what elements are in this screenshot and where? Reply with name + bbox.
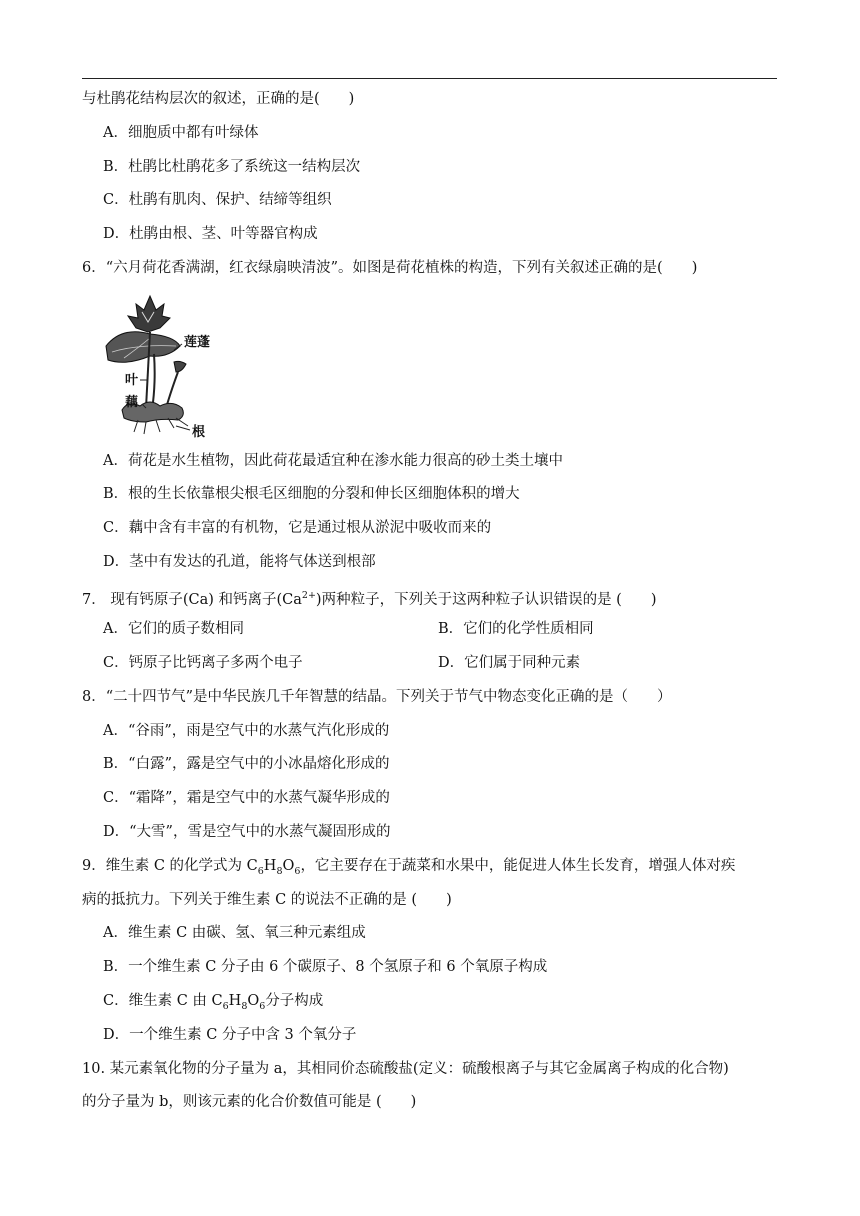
- lotus-plant-figure: [98, 288, 220, 440]
- header-rule: [82, 78, 777, 79]
- q8-option-a: A．“谷雨”，雨是空气中的水蒸气汽化形成的: [103, 723, 390, 739]
- q7-option-b: B．它们的化学性质相同: [438, 621, 594, 637]
- q8-stem: 8．“二十四节气”是中华民族几千年智慧的结晶。下列关于节气中物态变化正确的是（ ）: [82, 689, 672, 705]
- q8-option-b: B．“白露”，露是空气中的小冰晶熔化形成的: [103, 756, 390, 772]
- q10-stem-line2: 的分子量为 b，则该元素的化合价数值可能是 ( ): [82, 1094, 417, 1110]
- q9-optc-sub-c: 6: [222, 1000, 229, 1012]
- label-ou: 藕: [125, 395, 139, 410]
- q9-stem-rest: ，它主要存在于蔬菜和水果中，能促进人体生长发育，增强人体对疾: [300, 858, 736, 874]
- q9-stem-text: 9．维生素 C 的化学式为 C: [82, 858, 258, 874]
- q9-o: O: [282, 858, 295, 874]
- q9-optc-text: C．维生素 C 由 C: [103, 993, 223, 1009]
- q6-option-d: D．茎中有发达的孔道，能将气体送到根部: [103, 554, 376, 570]
- q9-optc-o: O: [247, 993, 260, 1009]
- q9-option-a: A．维生素 C 由碳、氢、氧三种元素组成: [103, 925, 366, 941]
- label-lianpeng: 莲蓬: [184, 335, 211, 350]
- q6-stem: 6．“六月荷花香满湖，红衣绿扇映清波”。如图是荷花植株的构造，下列有关叙述正确的是( ): [82, 260, 698, 276]
- q7-option-a: A．它们的质子数相同: [103, 621, 244, 637]
- q7-stem-part1: 7． 现有钙原子(Ca) 和钙离子(Ca: [82, 591, 302, 608]
- q9-option-d: D．一个维生素 C 分子中含 3 个氧分子: [103, 1027, 357, 1043]
- q7-charge: 2+: [301, 590, 316, 601]
- q7-stem-part2: )两种粒子，下列关于这两种粒子认识错误的是 ( ): [315, 591, 657, 608]
- q6-option-b: B．根的生长依靠根尖根毛区细胞的分裂和伸长区细胞体积的增大: [103, 486, 520, 502]
- q10-stem-line1: 10. 某元素氧化物的分子量为 a，其相同价态硫酸盐(定义：硫酸根离子与其它金属离子构成的化合物): [82, 1061, 729, 1077]
- q9-optc-h: H: [228, 993, 242, 1009]
- q5-option-c: C．杜鹃有肌肉、保护、结缔等组织: [103, 192, 332, 208]
- q9-option-c: [103, 991, 323, 1017]
- q5-option-a: A．细胞质中都有叶绿体: [103, 125, 259, 141]
- label-ye: 叶: [125, 373, 139, 388]
- q9-h: H: [263, 858, 277, 874]
- lotus-plant-illustration: [98, 288, 220, 440]
- q9-optc-sub-h: 8: [241, 1000, 248, 1012]
- q5-option-d: D．杜鹃由根、茎、叶等器官构成: [103, 226, 318, 242]
- q6-option-c: C．藕中含有丰富的有机物，它是通过根从淤泥中吸收而来的: [103, 520, 492, 536]
- q9-sub-h: 8: [276, 865, 283, 877]
- q9-stem-line1: [82, 856, 735, 882]
- q9-optc-rest: 分子构成: [265, 993, 324, 1009]
- q8-option-d: D．“大雪”，雪是空气中的水蒸气凝固形成的: [103, 824, 391, 840]
- q7-option-d: D．它们属于同种元素: [438, 655, 581, 671]
- q9-sub-o: 6: [294, 865, 301, 877]
- q9-option-b: B．一个维生素 C 分子由 6 个碳原子、8 个氢原子和 6 个氧原子构成: [103, 959, 548, 975]
- q9-sub-c: 6: [257, 865, 264, 877]
- q5-option-b: B．杜鹃比杜鹃花多了系统这一结构层次: [103, 159, 361, 175]
- label-gen: 根: [192, 425, 206, 440]
- q6-option-a: A．荷花是水生植物，因此荷花最适宜种在渗水能力很高的砂土类土壤中: [103, 453, 563, 469]
- q9-optc-sub-o: 6: [259, 1000, 266, 1012]
- q7-option-c: C．钙原子比钙离子多两个电子: [103, 655, 303, 671]
- q8-option-c: C．“霜降”，霜是空气中的水蒸气凝华形成的: [103, 790, 390, 806]
- q7-stem: [82, 586, 657, 610]
- q5-stem: 与杜鹃花结构层次的叙述，正确的是( ): [82, 91, 355, 107]
- q9-stem-line2: 病的抵抗力。下列关于维生素 C 的说法不正确的是 ( ): [82, 892, 452, 908]
